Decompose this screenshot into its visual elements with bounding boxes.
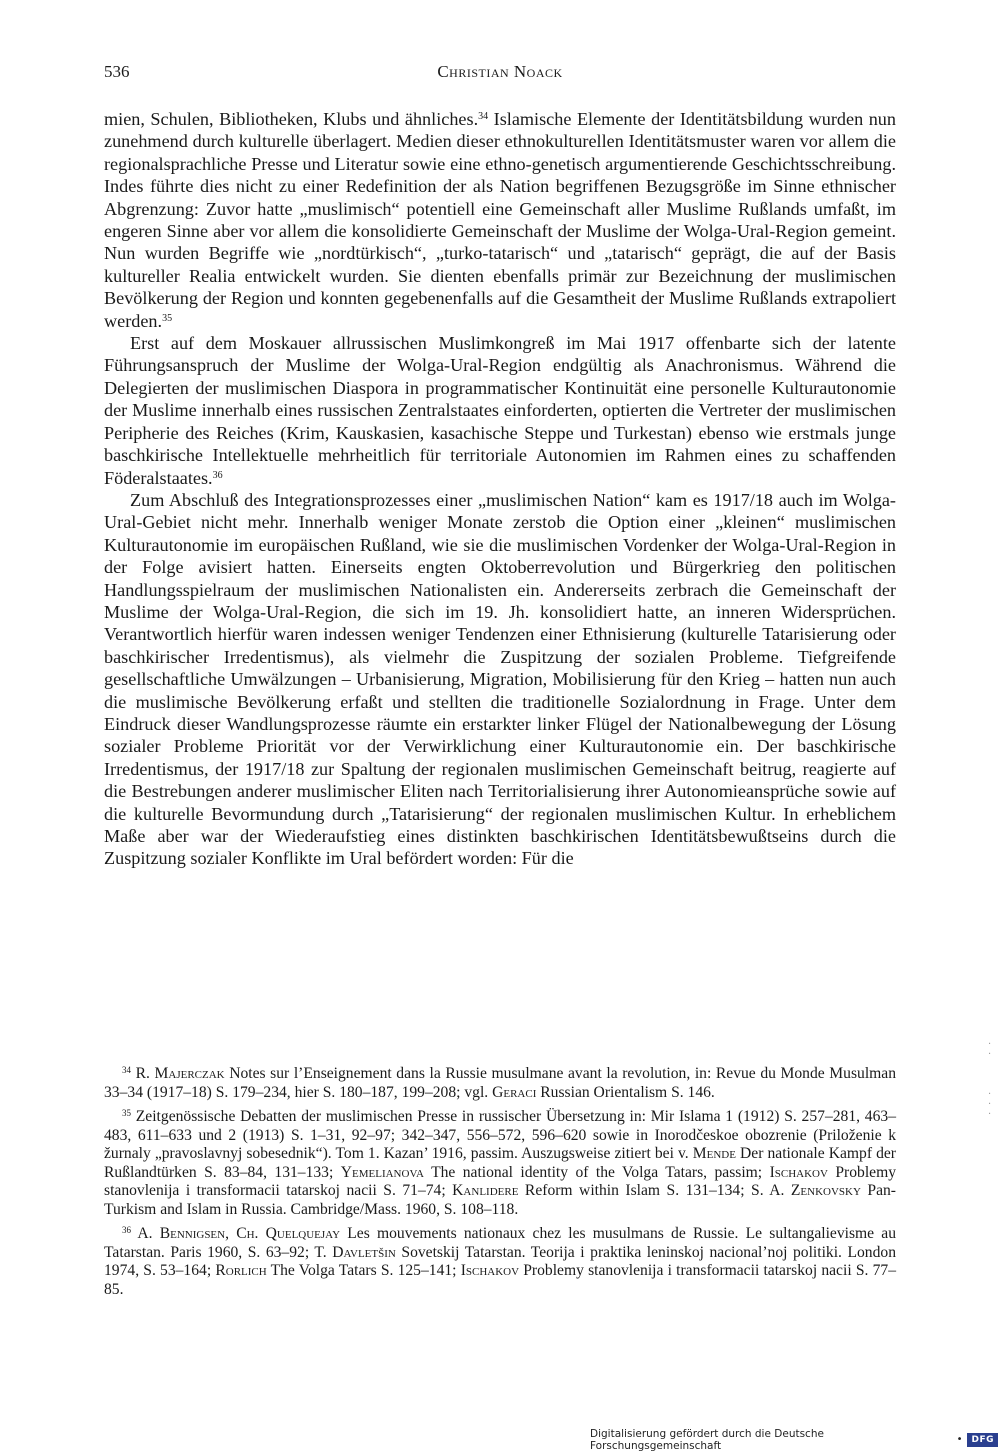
footnote-36: $^{36}$ A. Bennigsen, Ch. Quelquejay Les mouvements nationaux chez les musulmans de Russie. Le sultangalievisme au Tatarstan. Paris 1960, S. 63–92; T. Davletšin Sovetskij Tatarstan. Teorija i praktika leninskoj nacional’noj politiki. London 1974, S. 53–164; Rorlich The Volga Tatars S. 125–141; Ischakov Problemy stanovlenija i transformacii tatarskoj nacii S. 77–85. (104, 1225, 896, 1298)
footnote-ref-36: 36 (212, 469, 223, 481)
paragraph-3: Zum Abschluß des Integrationsprozesses einer „muslimischen Nation“ kam es 1917/18 auch im Wolga-Ural-Gebiet nicht mehr. Innerhalb weniger Monate zerstob die Option einer „kleinen“ muslimischen Kulturautonomie im europäischen Rußland, wie sie die muslimischen Vordenker der Wolga-Ural-Region in der Folge avisiert hatten. Einerseits engten Oktoberrevolution und Bürgerkrieg den politischen Handlungsspielraum der muslimischen Nationalisten ein. Andererseits zerbrach die Gemeinschaft der Muslime der Wolga-Ural-Region, die sich im 19. Jh. konsolidiert hatte, an inneren Widersprüchen. Verantwortlich hierfür waren indessen weniger Tendenzen einer Ethnisierung (kulturelle Tatarisierung oder baschkirischer Irredentismus), als vielmehr die Zuspitzung der sozialen Probleme. Tiefgreifende gesellschaftliche Umwälzungen – Urbanisierung, Migration, Mobilisierung für den Krieg – hatten nun auch die muslimische Bevölkerung erfaßt und stellten die traditionelle Sozialordnung in Frage. Unter dem Eindruck dieser Wandlungsprozesse räumte ein erstarkter linker Flügel der Nationalbewegung der Lösung sozialer Probleme Priorität vor der Verwirklichung einer Kulturautonomie ein. Der baschkirische Irredentismus, der 1917/18 zur Spaltung der regionalen muslimischen Gemeinschaft beitrug, reagierte auf die Bestrebungen anderer muslimischer Eliten nach Territorialisierung ihrer Autonomieansprüche sowie auf die kulturelle Bevormundung durch „Tatarisierung“ der regionalen muslimischen Kultur. In erheblichem Maße aber war der Wiederaufstieg eines distinkten baschkirischen Identitätsbewußtseins durch die Zuspitzung sozialer Konflikte im Ural befördert worden: Für die (104, 489, 896, 869)
footnote-marker: 35 (122, 1108, 131, 1118)
footnote-35: $^{35}$ Zeitgenössische Debatten der muslimischen Presse in russischer Übersetzung in: Mir Islama 1 (1912) S. 257–281, 463–483, 611–633 und 2 (1913) S. 1–31, 92–97; 342–347, 556–572, 596–620 sowie in Inorodčeskoe obozrenie (Priloženie k žurnaly „pravoslavnyj sobesednik“). Tom 1. Kazan’ 1916, passim. Auszugsweise zitiert bei v. Mende Der nationale Kampf der Rußlandtürken S. 83–84, 131–133; Yemelianova The national identity of the Volga Tatars, passim; Ischakov Problemy stanovlenija i transformacii tatarskoj nacii S. 71–74; Kanlidere Reform within Islam S. 131–134; S. A. Zenkovsky Pan-Turkism and Islam in Russia. Cambridge/Mass. 1960, S. 108–118. (104, 1108, 897, 1218)
digitization-credit (590, 1429, 1000, 1450)
footnote-ref-35: 35 (162, 312, 173, 324)
author-name: Ischakov (460, 1262, 520, 1279)
author-name: Geraci (492, 1083, 537, 1101)
credit-text: Digitalisierung gefördert durch die Deutsche Forschungsgemeinschaft (590, 1427, 824, 1452)
footnotes (104, 1065, 896, 1305)
author-name: Ch. Quelquejay (236, 1225, 341, 1242)
footnote-ref-34: 34 (478, 111, 489, 122)
author-name: Mende (692, 1145, 736, 1162)
paragraph-1: mien, Schulen, Bibliotheken, Klubs und ähnliches.$^{34}$ Islamische Elemente der Identitätsbildung wurden nun zunehmend durch kulturelle überlagert. Medien dieser ethnokulturellen Identitätsmuster waren vor allem die regionalsprachliche Presse und Literatur sowie eine ethno-genetisch argumentierende Geschichtsschreibung. Indes führte dies nicht zu einer Redefinition der als Nation begriffenen Bezugsgröße im Sinne ethnischer Abgrenzung: Zuvor hatte „muslimisch“ potentiell eine Gemeinschaft aller Muslime Rußlands umfaßt, im engeren Sinne aber vor allem die konsolidierte Gemeinschaft der Muslime der Wolga-Ural-Region gemeint. Nun wurden Begriffe wie „nordtürkisch“, „turko-tatarisch“ und „tatarisch“ geprägt, die auf der Basis kultureller Realia entwickelt wurden. Sie dienten ebenfalls primär zur Bezeichnung der muslimischen Bevölkerung der Region und konnten gegebenenfalls auf die Gesamtheit der Muslime Rußlands extrapoliert werden.$^{35}$ (104, 109, 896, 331)
author-name: Davletšin (332, 1243, 396, 1261)
scan-margin-mark: · · · (988, 1089, 992, 1120)
author-name: Yemelianova (340, 1163, 424, 1181)
footnote-marker: 36 (122, 1225, 131, 1235)
running-header (104, 62, 896, 88)
author-name: Zenkovsky (790, 1182, 861, 1199)
separator-dot: • (956, 1434, 963, 1445)
author-name: Bennigsen (159, 1225, 226, 1242)
dfg-logo-icon: DFG (967, 1433, 998, 1447)
running-title: Christian Noack (437, 62, 563, 81)
paragraph-2: Erst auf dem Moskauer allrussischen Muslimkongreß im Mai 1917 offenbarte sich der latente Führungsanspruch der Muslime der Wolga-Ural-Region endgültig als Anachronismus. Während die Delegierten der muslimischen Diaspora in programmatischer Kontinuität eine personelle Kulturautonomie der Muslime innerhalb eines russischen Zentralstaates einforderten, optierten die Vertreter der muslimischen Peripherie des Reiches (Krim, Kauskasien, kasachische Steppe und Turkestan) ebenso wie erstmals junge baschkirische Intellektuelle mehrheitlich für territoriale Autonomien im Rahmen eines zu schaffenden Föderalstaates.$^{36}$ (104, 333, 896, 488)
author-name: Majerczak (154, 1065, 225, 1082)
page-number: 536 (104, 62, 130, 81)
author-name: Ischakov (769, 1163, 828, 1181)
footnote-marker: 34 (122, 1065, 131, 1075)
scan-margin-mark: · · (988, 1039, 992, 1060)
author-name: Kanlidere (452, 1182, 519, 1199)
main-text (104, 108, 896, 870)
author-name: Rorlich (215, 1262, 267, 1279)
footnote-34: $^{34}$ R. Majerczak Notes sur l’Enseignement dans la Russie musulmane avant la revolution, in: Revue du Monde Musulman 33–34 (1917–18) S. 179–234, hier S. 180–187, 199–208; vgl. Geraci Russian Orientalism S. 146. (104, 1065, 896, 1101)
